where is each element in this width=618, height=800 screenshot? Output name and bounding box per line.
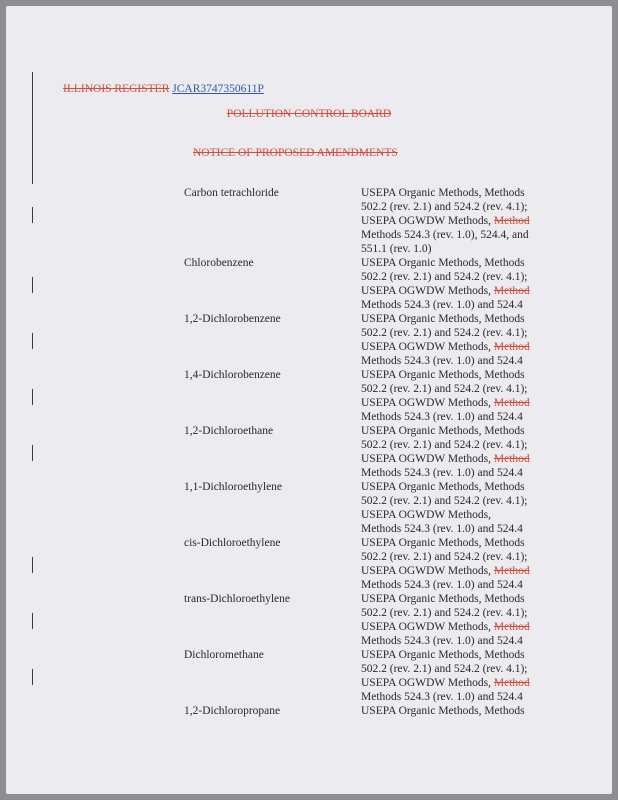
table-row [184,592,543,648]
table-row [184,368,543,424]
methods-text: USEPA OGWDW Methods, [361,621,494,633]
deleted-text: Method [493,565,530,577]
table-row [184,536,543,592]
methods-text: USEPA OGWDW Methods, [361,677,494,689]
methods-text: USEPA Organic Methods, Methods [361,187,525,199]
methods-text: Methods 524.3 (rev. 1.0) and 524.4 [361,579,523,591]
methods-line [361,228,543,242]
methods-line [361,578,543,592]
methods-cell [361,704,543,718]
methods-table [184,186,543,718]
methods-line [361,396,543,410]
methods-text: USEPA OGWDW Methods, [361,341,494,353]
methods-line [361,634,543,648]
methods-line [361,284,543,298]
methods-text: Methods 524.3 (rev. 1.0), 524.4, and [361,229,529,241]
methods-line [361,326,543,340]
table-row [184,186,543,256]
methods-line [361,480,543,494]
notice-heading [193,146,398,160]
methods-cell [361,368,543,424]
methods-cell [361,186,543,256]
methods-line [361,256,543,270]
methods-line [361,382,543,396]
methods-text: Methods 524.3 (rev. 1.0) and 524.4 [361,523,523,535]
contaminant-name: Dichloromethane [184,649,264,661]
methods-line [361,620,543,634]
change-bar [32,72,33,184]
contaminant-name: Carbon tetrachloride [184,187,279,199]
table-row [184,256,543,312]
board-heading [6,107,612,121]
methods-text: USEPA Organic Methods, Methods [361,425,525,437]
methods-line [361,424,543,438]
methods-text: 551.1 (rev. 1.0) [361,243,432,255]
methods-line [361,410,543,424]
change-bar [32,613,33,629]
methods-text: USEPA OGWDW Methods, [361,453,494,465]
board-title: POLLUTION CONTROL BOARD [226,108,392,120]
methods-line [361,368,543,382]
methods-text: USEPA Organic Methods, Methods [361,313,525,325]
deleted-text: Method [493,453,530,465]
register-inserted-text: JCAR3747350611P [172,83,264,95]
table-row [184,704,543,718]
methods-text: Methods 524.3 (rev. 1.0) and 524.4 [361,355,523,367]
methods-line [361,200,543,214]
table-row [184,648,543,704]
deleted-text: Method [493,621,530,633]
notice-title: NOTICE OF PROPOSED AMENDMENTS [193,147,398,159]
methods-cell [361,312,543,368]
methods-line [361,676,543,690]
methods-line [361,606,543,620]
contaminant-name: trans-Dichloroethylene [184,593,291,605]
contaminant-name: 1,4-Dichlorobenzene [184,369,281,381]
methods-text: USEPA Organic Methods, Methods [361,481,525,493]
change-bar [32,557,33,573]
methods-line [361,354,543,368]
change-bar [32,669,33,685]
methods-line [361,214,543,228]
methods-text: 502.2 (rev. 2.1) and 524.2 (rev. 4.1); [361,551,528,563]
methods-text: 502.2 (rev. 2.1) and 524.2 (rev. 4.1); [361,383,528,395]
methods-text: 502.2 (rev. 2.1) and 524.2 (rev. 4.1); [361,201,528,213]
deleted-text: Method [493,215,530,227]
methods-text: USEPA Organic Methods, Methods [361,257,525,269]
methods-text: 502.2 (rev. 2.1) and 524.2 (rev. 4.1); [361,327,528,339]
contaminant-name: 1,1-Dichloroethylene [184,481,283,493]
contaminant-name: 1,2-Dichlorobenzene [184,313,281,325]
methods-cell [361,536,543,592]
methods-text: USEPA OGWDW Methods, [361,509,492,521]
contaminant-name: 1,2-Dichloroethane [184,425,274,437]
table-row [184,424,543,480]
methods-text: Methods 524.3 (rev. 1.0) and 524.4 [361,411,523,423]
change-bar [32,207,33,223]
change-bar [32,277,33,293]
methods-text: Methods 524.3 (rev. 1.0) and 524.4 [361,299,523,311]
methods-text: USEPA Organic Methods, Methods [361,649,525,661]
methods-line [361,270,543,284]
methods-text: USEPA OGWDW Methods, [361,215,494,227]
methods-text: 502.2 (rev. 2.1) and 524.2 (rev. 4.1); [361,495,528,507]
methods-text: Methods 524.3 (rev. 1.0) and 524.4 [361,635,523,647]
methods-line [361,298,543,312]
methods-text: USEPA Organic Methods, Methods [361,537,525,549]
document-page [6,6,612,794]
methods-text: USEPA OGWDW Methods, [361,285,494,297]
methods-line [361,494,543,508]
methods-text: 502.2 (rev. 2.1) and 524.2 (rev. 4.1); [361,271,528,283]
contaminant-name: 1,2-Dichloropropane [184,705,281,717]
methods-cell [361,256,543,312]
methods-text: USEPA OGWDW Methods, [361,565,494,577]
methods-text: Methods 524.3 (rev. 1.0) and 524.4 [361,691,523,703]
methods-text: 502.2 (rev. 2.1) and 524.2 (rev. 4.1); [361,663,528,675]
table-row [184,480,543,536]
contaminant-name: cis-Dichloroethylene [184,537,281,549]
methods-line [361,186,543,200]
methods-line [361,522,543,536]
deleted-text: Method [493,397,530,409]
methods-line [361,466,543,480]
methods-line [361,312,543,326]
methods-line [361,550,543,564]
methods-line [361,690,543,704]
methods-line [361,564,543,578]
contaminant-name: Chlorobenzene [184,257,254,269]
methods-line [361,438,543,452]
methods-cell [361,592,543,648]
methods-line [361,340,543,354]
methods-line [361,242,543,256]
methods-cell [361,424,543,480]
methods-line [361,662,543,676]
methods-text: Methods 524.3 (rev. 1.0) and 524.4 [361,467,523,479]
methods-line [361,592,543,606]
change-bar [32,389,33,405]
methods-text: USEPA Organic Methods, Methods [361,593,525,605]
table-row [184,312,543,368]
methods-text: 502.2 (rev. 2.1) and 524.2 (rev. 4.1); [361,607,528,619]
methods-line [361,704,543,718]
methods-text: USEPA OGWDW Methods, [361,397,494,409]
methods-text: USEPA Organic Methods, Methods [361,369,525,381]
deleted-text: Method [493,341,530,353]
deleted-text: Method [493,285,530,297]
register-deleted-text: ILLINOIS REGISTER [63,83,170,95]
methods-text: 502.2 (rev. 2.1) and 524.2 (rev. 4.1); [361,439,528,451]
methods-line [361,508,543,522]
methods-line [361,536,543,550]
register-heading [63,82,264,96]
methods-line [361,452,543,466]
change-bar [32,333,33,349]
methods-cell [361,480,543,536]
methods-line [361,648,543,662]
methods-cell [361,648,543,704]
methods-text: USEPA Organic Methods, Methods [361,705,525,717]
change-bar [32,445,33,461]
deleted-text: Method [493,677,530,689]
